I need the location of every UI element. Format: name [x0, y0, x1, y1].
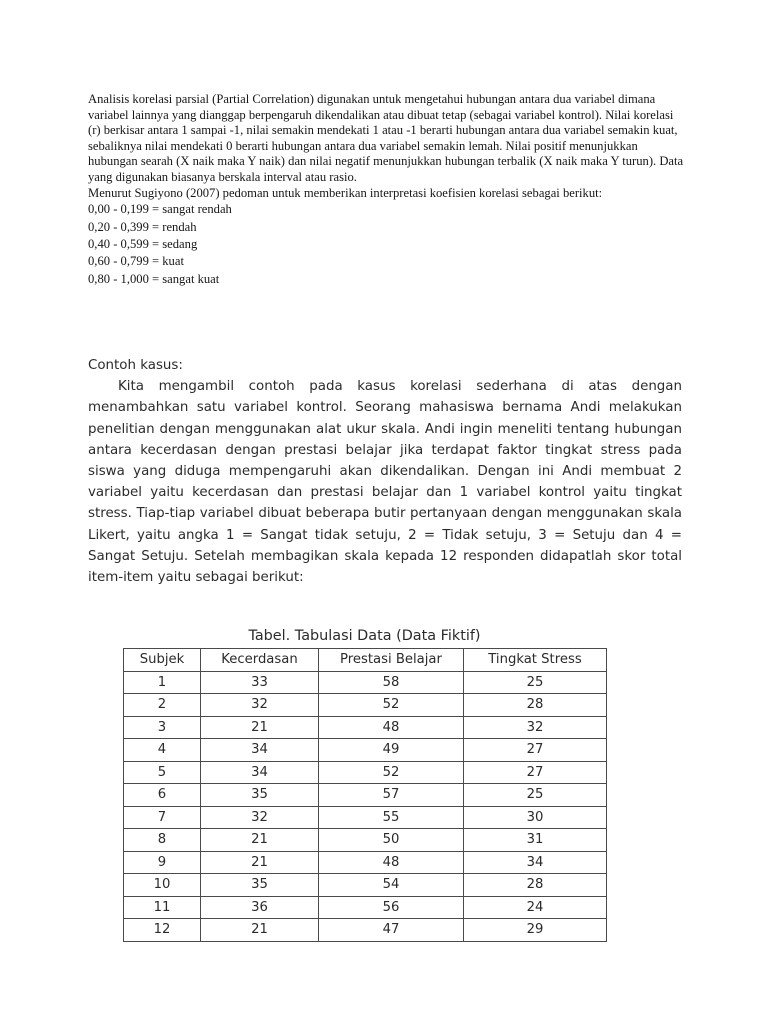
column-header-prestasi: Prestasi Belajar: [319, 649, 464, 672]
scale-item-rendah: 0,20 - 0,399 = rendah: [88, 219, 197, 234]
cell-kecerdasan: 21: [201, 716, 319, 739]
cell-subjek: 9: [124, 851, 201, 874]
table-title: Tabel. Tabulasi Data (Data Fiktif): [248, 628, 481, 644]
table-body: [124, 671, 607, 941]
cell-kecerdasan: 21: [201, 851, 319, 874]
cell-subjek: 11: [124, 896, 201, 919]
cell-prestasi: 58: [319, 671, 464, 694]
cell-prestasi: 52: [319, 694, 464, 717]
cell-kecerdasan: 36: [201, 896, 319, 919]
cell-kecerdasan: 32: [201, 694, 319, 717]
data-table-section: [123, 626, 606, 942]
cell-subjek: 8: [124, 829, 201, 852]
tabulation-table: [123, 648, 607, 942]
cell-prestasi: 49: [319, 739, 464, 762]
table-row: [124, 671, 607, 694]
scale-item-sangat-kuat: 0,80 - 1,000 = sangat kuat: [88, 271, 220, 286]
cell-prestasi: 56: [319, 896, 464, 919]
cell-kecerdasan: 35: [201, 874, 319, 897]
cell-stress: 28: [464, 874, 607, 897]
correlation-scale-list: [88, 201, 688, 288]
cell-kecerdasan: 34: [201, 739, 319, 762]
cell-stress: 27: [464, 739, 607, 762]
column-header-subjek: Subjek: [124, 649, 201, 672]
cell-subjek: 10: [124, 874, 201, 897]
cell-kecerdasan: 33: [201, 671, 319, 694]
table-row: [124, 784, 607, 807]
cell-stress: 25: [464, 671, 607, 694]
table-row: [124, 739, 607, 762]
cell-stress: 31: [464, 829, 607, 852]
cell-subjek: 2: [124, 694, 201, 717]
column-header-stress: Tingkat Stress: [464, 649, 607, 672]
table-row: [124, 761, 607, 784]
cell-subjek: 12: [124, 919, 201, 942]
intro-paragraph-1: Analisis korelasi parsial (Partial Correlation) digunakan untuk mengetahui hubungan antara dua variabel dimana variabel lainnya yang dianggap berpengaruh dikendalikan atau dibuat tetap (sebagai variabel kontrol). Nilai korelasi (r) berkisar antara 1 sampai -1, nilai semakin mendekati 1 atau -1 berarti hubungan antara dua variabel semakin kuat, sebaliknya nilai mendekati 0 berarti hubungan antara dua variabel semakin lemah. Nilai positif menunjukkan hubungan searah (X naik maka Y naik) dan nilai negatif menunjukkan hubungan terbalik (X naik maka Y turun). Data yang digunakan biasanya berskala interval atau rasio.: [88, 92, 684, 184]
table-header-row: [124, 649, 607, 672]
cell-stress: 27: [464, 761, 607, 784]
cell-prestasi: 55: [319, 806, 464, 829]
scale-item-sangat-rendah: 0,00 - 0,199 = sangat rendah: [88, 202, 232, 217]
cell-kecerdasan: 35: [201, 784, 319, 807]
cell-prestasi: 54: [319, 874, 464, 897]
column-header-kecerdasan: Kecerdasan: [201, 649, 319, 672]
cell-subjek: 1: [124, 671, 201, 694]
cell-prestasi: 50: [319, 829, 464, 852]
case-section: [88, 355, 682, 588]
cell-stress: 29: [464, 919, 607, 942]
cell-subjek: 6: [124, 784, 201, 807]
scale-item-sedang: 0,40 - 0,599 = sedang: [88, 236, 198, 251]
scale-item-kuat: 0,60 - 0,799 = kuat: [88, 254, 184, 269]
cell-kecerdasan: 21: [201, 829, 319, 852]
table-row: [124, 716, 607, 739]
table-row: [124, 874, 607, 897]
cell-prestasi: 47: [319, 919, 464, 942]
table-row: [124, 806, 607, 829]
cell-stress: 28: [464, 694, 607, 717]
cell-prestasi: 48: [319, 716, 464, 739]
intro-section: [88, 92, 688, 288]
cell-stress: 24: [464, 896, 607, 919]
cell-prestasi: 48: [319, 851, 464, 874]
table-row: [124, 919, 607, 942]
table-row: [124, 851, 607, 874]
cell-stress: 25: [464, 784, 607, 807]
cell-subjek: 5: [124, 761, 201, 784]
table-row: [124, 829, 607, 852]
cell-stress: 32: [464, 716, 607, 739]
case-paragraph: Kita mengambil contoh pada kasus korelasi sederhana di atas dengan menambahkan satu variabel kontrol. Seorang mahasiswa bernama Andi melakukan penelitian dengan menggunakan alat ukur skala. Andi ingin meneliti tentang hubungan antara kecerdasan dengan prestasi belajar jika terdapat faktor tingkat stress pada siswa yang diduga mempengaruhi akan dikendalikan. Dengan ini Andi membuat 2 variabel yaitu kecerdasan dan prestasi belajar dan 1 variabel kontrol yaitu tingkat stress. Tiap-tiap variabel dibuat beberapa butir pertanyaan dengan menggunakan skala Likert, yaitu angka 1 = Sangat tidak setuju, 2 = Tidak setuju, 3 = Setuju dan 4 = Sangat Setuju. Setelah membagikan skala kepada 12 responden didapatlah skor total item-item yaitu sebagai berikut:: [88, 379, 682, 586]
cell-kecerdasan: 21: [201, 919, 319, 942]
cell-subjek: 7: [124, 806, 201, 829]
cell-subjek: 3: [124, 716, 201, 739]
table-row: [124, 896, 607, 919]
cell-stress: 30: [464, 806, 607, 829]
cell-kecerdasan: 32: [201, 806, 319, 829]
cell-prestasi: 52: [319, 761, 464, 784]
cell-subjek: 4: [124, 739, 201, 762]
case-label: Contoh kasus:: [88, 358, 183, 373]
table-row: [124, 694, 607, 717]
intro-paragraph-2: Menurut Sugiyono (2007) pedoman untuk memberikan interpretasi koefisien korelasi sebagai berikut:: [88, 185, 603, 200]
cell-stress: 34: [464, 851, 607, 874]
cell-prestasi: 57: [319, 784, 464, 807]
cell-kecerdasan: 34: [201, 761, 319, 784]
